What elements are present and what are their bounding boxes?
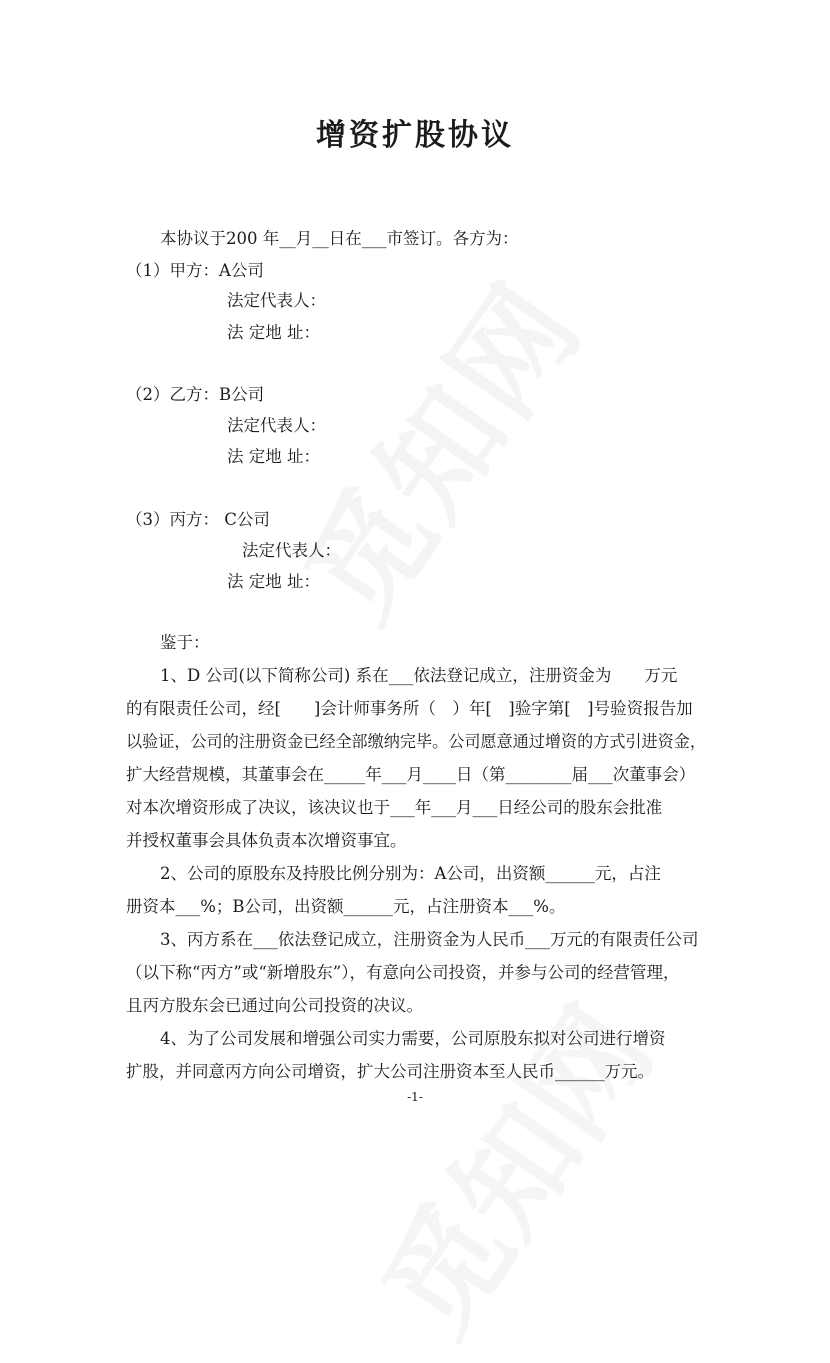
party-a-label: （1）甲方：A公司 — [126, 261, 264, 280]
clause-1-line-1: 1、D 公司(以下简称公司) 系在___依法登记成立，注册资金为 万元 — [160, 666, 678, 685]
party-c-addr: 法 定地 址： — [227, 572, 320, 591]
party-a-addr: 法 定地 址： — [227, 323, 320, 342]
clause-1-line-5: 对本次增资形成了决议，该决议也于___年___月___日经公司的股东会批准 — [126, 798, 663, 817]
clause-1-line-4: 扩大经营规模，其董事会在_____年___月____日（第________届___次董事会） — [126, 765, 696, 784]
party-a-rep: 法定代表人： — [227, 291, 326, 310]
clause-3-line-2: （以下称“丙方”或“新增股东”），有意向公司投资，并参与公司的经营管理， — [126, 963, 680, 982]
party-c-label: （3）丙方： C公司 — [126, 510, 270, 529]
intro-line: 本协议于200 年__月__日在___市签订。各方为： — [160, 229, 519, 248]
clause-2-line-1: 2、公司的原股东及持股比例分别为：A公司，出资额______元，占注 — [160, 864, 661, 883]
whereas-heading: 鉴于： — [160, 633, 210, 652]
clause-1-line-3: 以验证，公司的注册资金已经全部缴纳完毕。公司愿意通过增资的方式引进资金， — [126, 732, 706, 751]
clause-1-line-2: 的有限责任公司，经[ ]会计师事务所（ ）年[ ]验字第[ ]号验资报告加 — [126, 699, 693, 718]
party-b-rep: 法定代表人： — [227, 416, 326, 435]
clause-3-line-3: 且丙方股东会已通过向公司投资的决议。 — [126, 996, 423, 1015]
clause-4-line-2: 扩股，并同意丙方向公司增资，扩大公司注册资本至人民币______万元。 — [126, 1062, 654, 1081]
party-c-rep: 法定代表人： — [242, 541, 341, 560]
clause-4-line-1: 4、为了公司发展和增强公司实力需要，公司原股东拟对公司进行增资 — [160, 1029, 666, 1048]
clause-2-line-2: 册资本___%；B公司，出资额______元，占注册资本___%。 — [126, 897, 566, 916]
clause-3-line-1: 3、丙方系在___依法登记成立，注册资金为人民币___万元的有限责任公司 — [160, 930, 699, 949]
document-title: 增资扩股协议 — [316, 118, 514, 153]
page-number: -1- — [407, 1090, 423, 1104]
party-b-label: （2）乙方：B公司 — [126, 385, 265, 404]
clause-1-line-6: 并授权董事会具体负责本次增资事宜。 — [126, 831, 407, 850]
party-b-addr: 法 定地 址： — [227, 447, 320, 466]
